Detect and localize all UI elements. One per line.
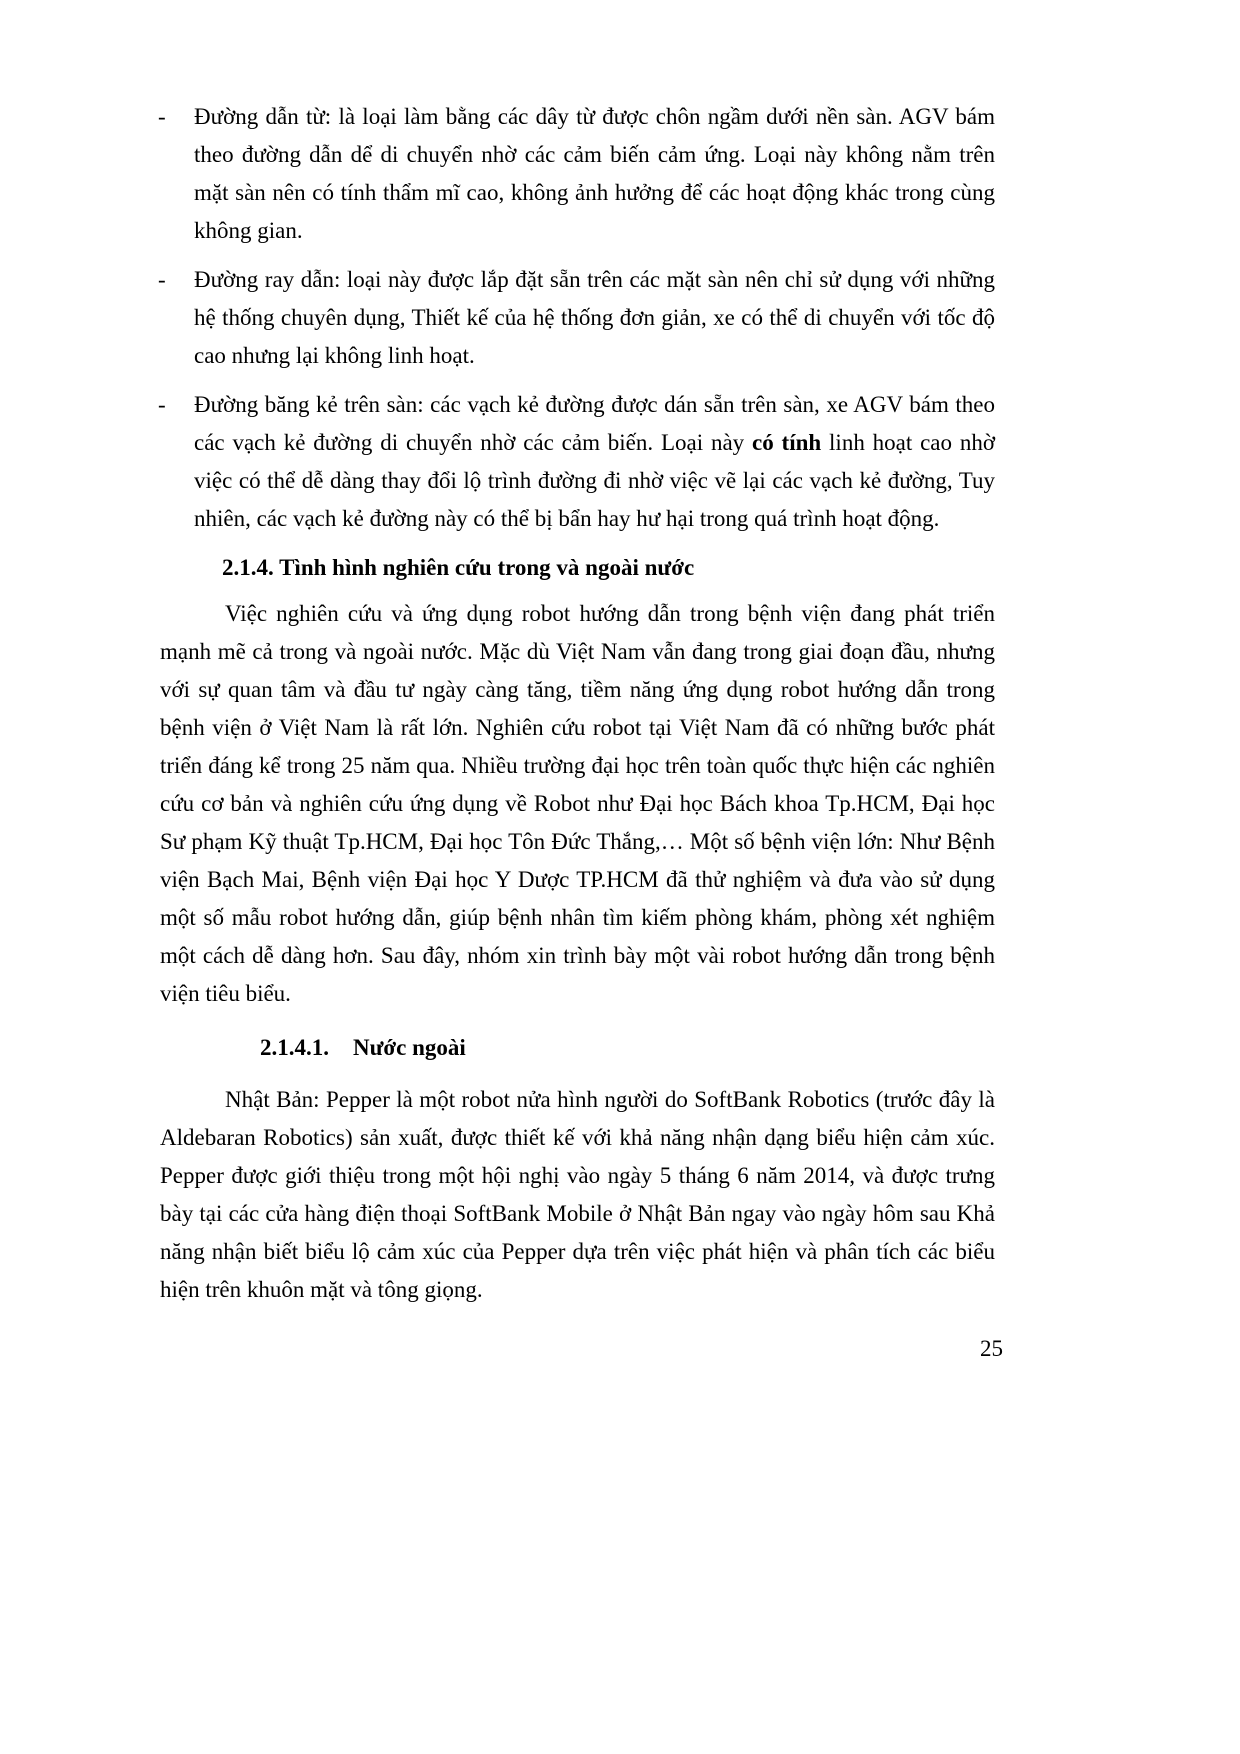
paragraph: Việc nghiên cứu và ứng dụng robot hướng dẫn trong bệnh viện đang phát triển mạnh mẽ cả trong và ngoài nước. Mặc dù Việt Nam vẫn đang trong giai đoạn đầu, nhưng với sự quan tâm và đầu tư ngày càng tăng, tiềm năng ứng dụng robot hướng dẫn trong bệnh viện ở Việt Nam là rất lớn. Nghiên cứu robot tại Việt Nam đã có những bước phát triển đáng kể trong 25 năm qua. Nhiều trường đại học trên toàn quốc thực hiện các nghiên cứu cơ bản và nghiên cứu ứng dụng về Robot như Đại học Bách khoa Tp.HCM, Đại học Sư phạm Kỹ thuật Tp.HCM, Đại học Tôn Đức Thắng,… Một số bệnh viện lớn: Như Bệnh viện Bạch Mai, Bệnh viện Đại học Y Dược TP.HCM đã thử nghiệm và đưa vào sử dụng một số mẫu robot hướng dẫn, giúp bệnh nhân tìm kiếm phòng khám, phòng xét nghiệm một cách dễ dàng hơn. Sau đây, nhóm xin trình bày một vài robot hướng dẫn trong bệnh viện tiêu biểu. <box>160 601 995 1006</box>
list-item <box>160 261 995 375</box>
bullet-dash: - <box>158 104 166 129</box>
paragraph: Nhật Bản: Pepper là một robot nửa hình người do SoftBank Robotics (trước đây là Aldebaran Robotics) sản xuất, được thiết kế với khả năng nhận dạng biểu hiện cảm xúc. Pepper được giới thiệu trong một hội nghị vào ngày 5 tháng 6 năm 2014, và được trưng bày tại các cửa hàng điện thoại SoftBank Mobile ở Nhật Bản ngay vào ngày hôm sau Khả năng nhận biết biểu lộ cảm xúc của Pepper dựa trên việc phát hiện và phân tích các biểu hiện trên khuôn mặt và tông giọng. <box>160 1087 995 1302</box>
bullet-list <box>160 98 995 538</box>
subsection-number: 2.1.4.1. <box>260 1035 329 1060</box>
bullet-text-bold: có tính <box>752 430 822 455</box>
bullet-text: Đường băng kẻ trên sàn: các vạch kẻ đường được dán sẵn trên sàn, xe AGV bám theo các vạch kẻ đường di chuyển nhờ các cảm biến. Loại này <box>194 392 995 455</box>
list-item <box>160 98 995 250</box>
subsection-title: Nước ngoài <box>353 1035 466 1060</box>
bullet-text: Đường ray dẫn: loại này được lắp đặt sẵn trên các mặt sàn nên chỉ sử dụng với những hệ thống chuyên dụng, Thiết kế của hệ thống đơn giản, xe có thể di chuyển với tốc độ cao nhưng lại không linh hoạt. <box>194 267 995 368</box>
subsection-heading <box>260 1029 995 1067</box>
section-heading: 2.1.4. Tình hình nghiên cứu trong và ngoài nước <box>222 555 695 580</box>
bullet-dash: - <box>158 392 166 417</box>
bullet-text: linh hoạt cao nhờ việc có thể dễ dàng thay đổi lộ trình đường đi nhờ việc vẽ lại các vạch kẻ đường, Tuy nhiên, các vạch kẻ đường này có thể bị bẩn hay hư hại trong quá trình hoạt động. <box>194 430 995 531</box>
bullet-text: Đường dẫn từ: là loại làm bằng các dây từ được chôn ngầm dưới nền sàn. AGV bám theo đường dẫn dể di chuyển nhờ các cảm biến cảm ứng. Loại này không nằm trên mặt sàn nên có tính thẩm mĩ cao, không ảnh hưởng để các hoạt động khác trong cùng không gian. <box>194 104 995 243</box>
page-number: 25 <box>980 1336 1003 1361</box>
list-item <box>160 386 995 538</box>
bullet-dash: - <box>158 267 166 292</box>
